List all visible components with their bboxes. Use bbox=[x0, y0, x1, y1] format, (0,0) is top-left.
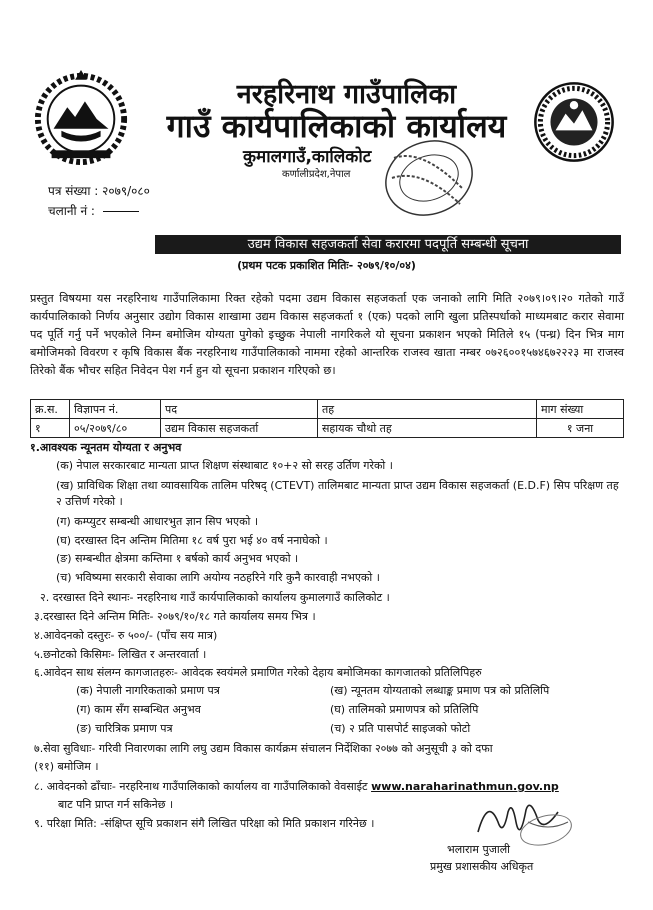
table-cell: सहायक चौथो तह bbox=[318, 419, 537, 438]
signatory-title: प्रमुख प्रशासकीय अधिकृत bbox=[430, 860, 534, 873]
table-cell: १ bbox=[31, 419, 70, 438]
section-1-item: (च) भविष्यमा सरकारी सेवाका लागि अयोग्य नठहरिने गरि कुनै कारवाही नभएको । bbox=[56, 571, 380, 584]
signatory-name: भलाराम पुजाली bbox=[447, 843, 511, 856]
chalani-label: चलानी नं : bbox=[48, 204, 95, 218]
document-item: (ख) न्यूनतम योग्यताको लब्धाङ्क प्रमाण पत्र को प्रतिलिपि bbox=[330, 684, 550, 697]
table-cell: उद्यम विकास सहजकर्ता bbox=[161, 419, 318, 438]
section-1-item: (ग) कम्प्युटर सम्बन्धी आधारभुत ज्ञान सिप भएको । bbox=[56, 515, 259, 528]
document-item: (घ) तालिमको प्रमाणपत्र को प्रतिलिपि bbox=[330, 703, 479, 716]
table-header: क्र.स. bbox=[31, 400, 70, 419]
section-8-cont: बाट पनि प्राप्त गर्न सकिनेछ । bbox=[58, 798, 174, 811]
section-1-item: (ङ) सम्बन्धीत क्षेत्रमा कम्तिमा १ बर्षको कार्य अनुभव भएको । bbox=[56, 552, 299, 565]
document-item: (क) नेपाली नागरिकताको प्रमाण पत्र bbox=[76, 684, 220, 697]
table-cell: १ जना bbox=[537, 419, 624, 438]
table-header: विज्ञापन नं. bbox=[70, 400, 161, 419]
document-item: (ग) काम सँग सम्बन्धित अनुभव bbox=[76, 703, 201, 716]
notice-body: प्रस्तुत विषयमा यस नरहरिनाथ गाउँपालिकामा रिक्त रहेको पदमा उद्यम विकास सहजकर्ता एक जनाको लागि मिति २०७९।०९।२० गतेको गाउँ कार्यपालिकाको निर्णय अनुसार उद्योग विकास शाखामा उद्यम विकास सहजकर्ता १ (एक) पदको लागि खुला प्रतिस्पर्धाको माध्यमबाट करार सेवामा पद पूर्ति गर्नु पर्ने भएकोले निम्न बमोजिम योग्यता पुगेको इच्छुक नेपाली नागरिकले यो सूचना प्रकाशन भएको मितिले १५ (पन्ध्र) दिन भित्र माग बमोजिमको विवरण र कृषि विकास बैंक नरहरिनाथ गाउँपालिकाको नाममा रहेको आन्तरिक राजस्व खाता नम्बर ०७२६००१५७४६७२२२३ मा राजस्व तिरेको बैंक भौचर सहित निवेदन पेश गर्न हुन यो सूचना प्रकाशन गरिएको छ। bbox=[30, 292, 624, 377]
office-address: कुमालगाउँ,कालिकोट bbox=[243, 147, 372, 167]
section-1-item: (ख) प्राविधिक शिक्षा तथा व्यावसायिक तालिम परिषद् (CTEVT) तालिमबाट मान्यता प्राप्त उद्यम विकास सहजकर्ता (E.D.F) सिप परिक्षण तह २ उत्तिर्ण गरेको । bbox=[56, 479, 619, 508]
table-header-row bbox=[31, 400, 624, 419]
document-item: (ङ) चारित्रिक प्रमाण पत्र bbox=[76, 722, 173, 735]
website-link[interactable]: www.naraharinathmun.gov.np bbox=[371, 780, 559, 793]
table-header: तह bbox=[318, 400, 537, 419]
table-row bbox=[31, 419, 624, 438]
office-province: कर्णालीप्रदेश,नेपाल bbox=[282, 169, 351, 180]
section-7-cont: (११) बमोजिम । bbox=[34, 760, 99, 773]
chalani-number bbox=[48, 202, 139, 219]
section-6-title: ६.आवेदन साथ संलग्न कागजातहरुः- आवेदक स्वयंमले प्रमाणित गरेको देहाय बमोजिमका कागजातको प्रतिलिपिहरु bbox=[34, 666, 482, 679]
vacancy-table bbox=[30, 399, 624, 438]
office-stamp-icon bbox=[382, 138, 476, 218]
section-1-item: (क) नेपाल सरकारबाट मान्यता प्राप्त शिक्षण संस्थाबाट १०+२ सो सरह उर्तिण गरेको । bbox=[56, 459, 393, 472]
section-3: ३.दरखास्त दिने अन्तिम मितिः- २०७९/१०/१८ गते कार्यालय समय भित्र । bbox=[34, 610, 316, 623]
section-5: ५.छनोटको किसिमः- लिखित र अन्तरवार्ता । bbox=[34, 648, 207, 661]
table-header: माग संख्या bbox=[537, 400, 624, 419]
office-name-line2: गाउँ कार्यपालिकाको कार्यालय bbox=[166, 107, 507, 145]
section-2: २. दरखास्त दिने स्थानः- नरहरिनाथ गाउँ कार्यपालिकाको कार्यालय कुमालगाउँ कालिकोट । bbox=[40, 591, 390, 604]
chalani-blank bbox=[103, 211, 139, 212]
section-4: ४.आवेदनको दस्तुरः- रु ५००/- (पाँच सय मात्र) bbox=[34, 629, 218, 642]
notice-subtitle: (प्रथम पटक प्रकाशित मितिः- २०७९/१०/०४) bbox=[237, 259, 416, 272]
notice-title: उद्यम विकास सहजकर्ता सेवा करारमा पदपूर्ति सम्बन्धी सूचना bbox=[155, 235, 621, 254]
section-8-text: ८. आवेदनको ढाँचाः- नरहरिनाथ गाउँपालिकाको कार्यालय वा गाउँपालिकाको वेवसाईट bbox=[34, 780, 368, 793]
section-7: ७.सेवा सुविधाः- गरिवी निवारणका लागि लघु उद्यम विकास कार्यक्रम संचालन निर्देशिका २०७७ को अनुसूची ३ को दफा bbox=[34, 742, 493, 755]
section-1-item: (घ) दरखास्त दिन अन्तिम मितिमा १८ वर्ष पुरा भई ४० वर्ष ननाघेको । bbox=[56, 534, 328, 547]
table-cell: ०५/२०७९/८० bbox=[70, 419, 161, 438]
section-1-title: १.आवश्यक न्यूनतम योग्यता र अनुभव bbox=[30, 441, 182, 454]
patra-sankhya: पत्र संख्या : २०७९/०८० bbox=[48, 184, 150, 198]
office-name-line1: नरहरिनाथ गाउँपालिका bbox=[236, 79, 457, 110]
table-header: पद bbox=[161, 400, 318, 419]
municipality-seal-icon bbox=[532, 80, 616, 164]
section-9: ९. परिक्षा मिति: -संक्षिप्त सूचि प्रकाशन संगै लिखित परिक्षा को मिति प्रकाशन गरिनेछ । bbox=[34, 817, 375, 830]
document-item: (च) २ प्रति पासपोर्ट साइजको फोटो bbox=[330, 722, 471, 735]
